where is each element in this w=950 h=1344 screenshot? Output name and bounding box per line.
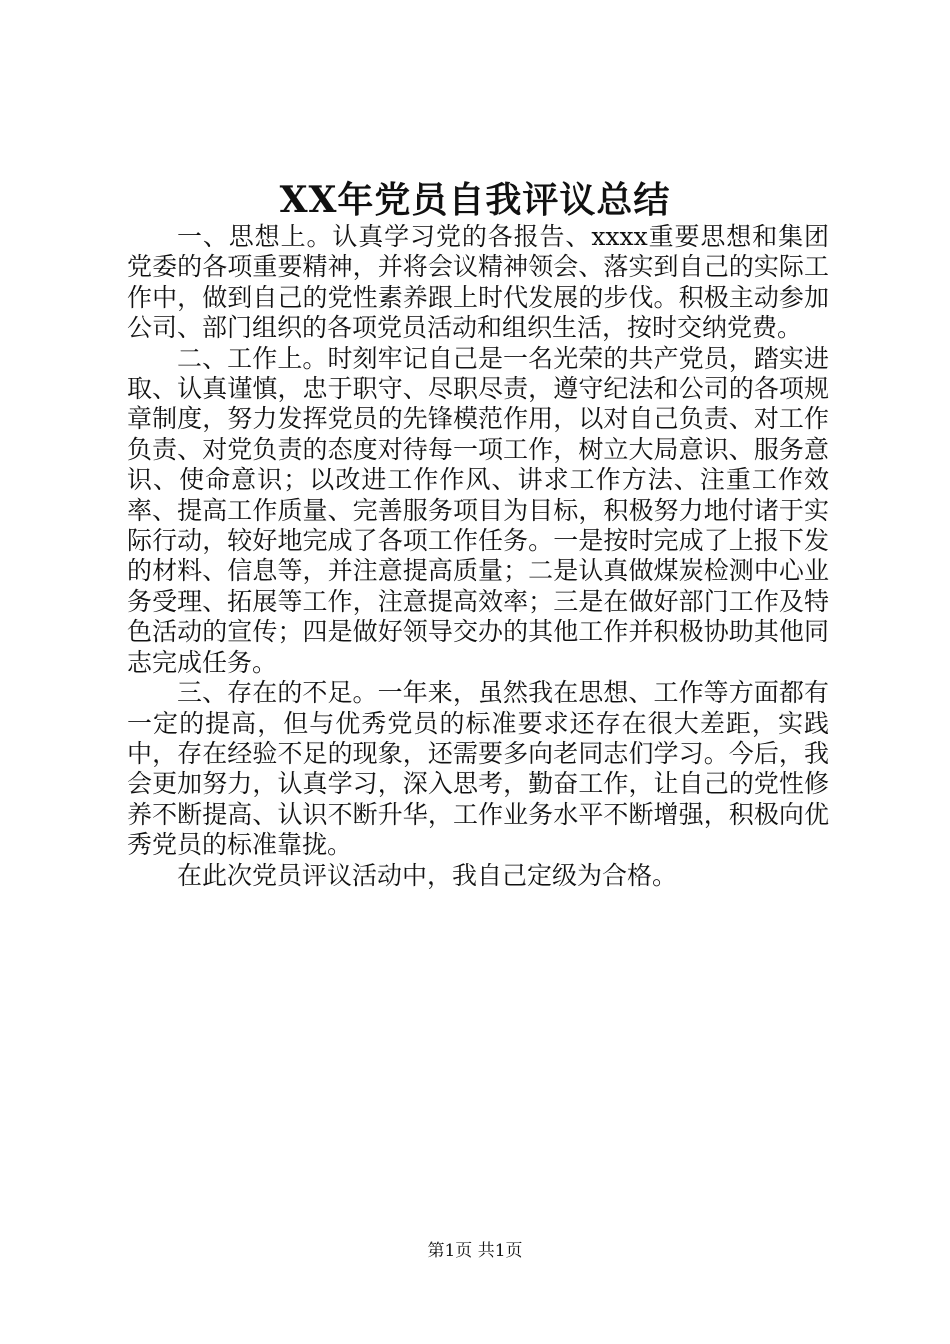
- paragraph-thought: 一、思想上。认真学习党的各报告、xxxx重要思想和集团党委的各项重要精神，并将会议精神领会、落实到自己的实际工作中，做到自己的党性素养跟上时代发展的步伐。积极主动参加公司、部门组织的各项党员活动和组织生活，按时交纳党费。: [127, 222, 829, 343]
- paragraph-shortcomings: 三、存在的不足。一年来，虽然我在思想、工作等方面都有一定的提高，但与优秀党员的标准要求还存在很大差距，实践中，存在经验不足的现象，还需要多向老同志们学习。今后，我会更加努力，认真学习，深入思考，勤奋工作，让自己的党性修养不断提高、认识不断升华，工作业务水平不断增强，积极向优秀党员的标准靠拢。: [127, 678, 829, 860]
- document-title: XX年党员自我评议总结: [279, 179, 671, 221]
- paragraph-work: 二、工作上。时刻牢记自己是一名光荣的共产党员，踏实进取、认真谨慎，忠于职守、尽职尽责，遵守纪法和公司的各项规章制度，努力发挥党员的先锋模范作用，以对自己负责、对工作负责、对党负责的态度对待每一项工作，树立大局意识、服务意识、使命意识；以改进工作作风、讲求工作方法、注重工作效率、提高工作质量、完善服务项目为目标，积极努力地付诸于实际行动，较好地完成了各项工作任务。一是按时完成了上报下发的材料、信息等，并注意提高质量；二是认真做煤炭检测中心业务受理、拓展等工作，注意提高效率；三是在做好部门工作及特色活动的宣传；四是做好领导交办的其他工作并积极协助其他同志完成任务。: [127, 343, 829, 677]
- paragraph-conclusion: 在此次党员评议活动中，我自己定级为合格。: [177, 860, 678, 890]
- page-footer: 第1页 共1页: [427, 1241, 523, 1261]
- document-body: [127, 222, 829, 891]
